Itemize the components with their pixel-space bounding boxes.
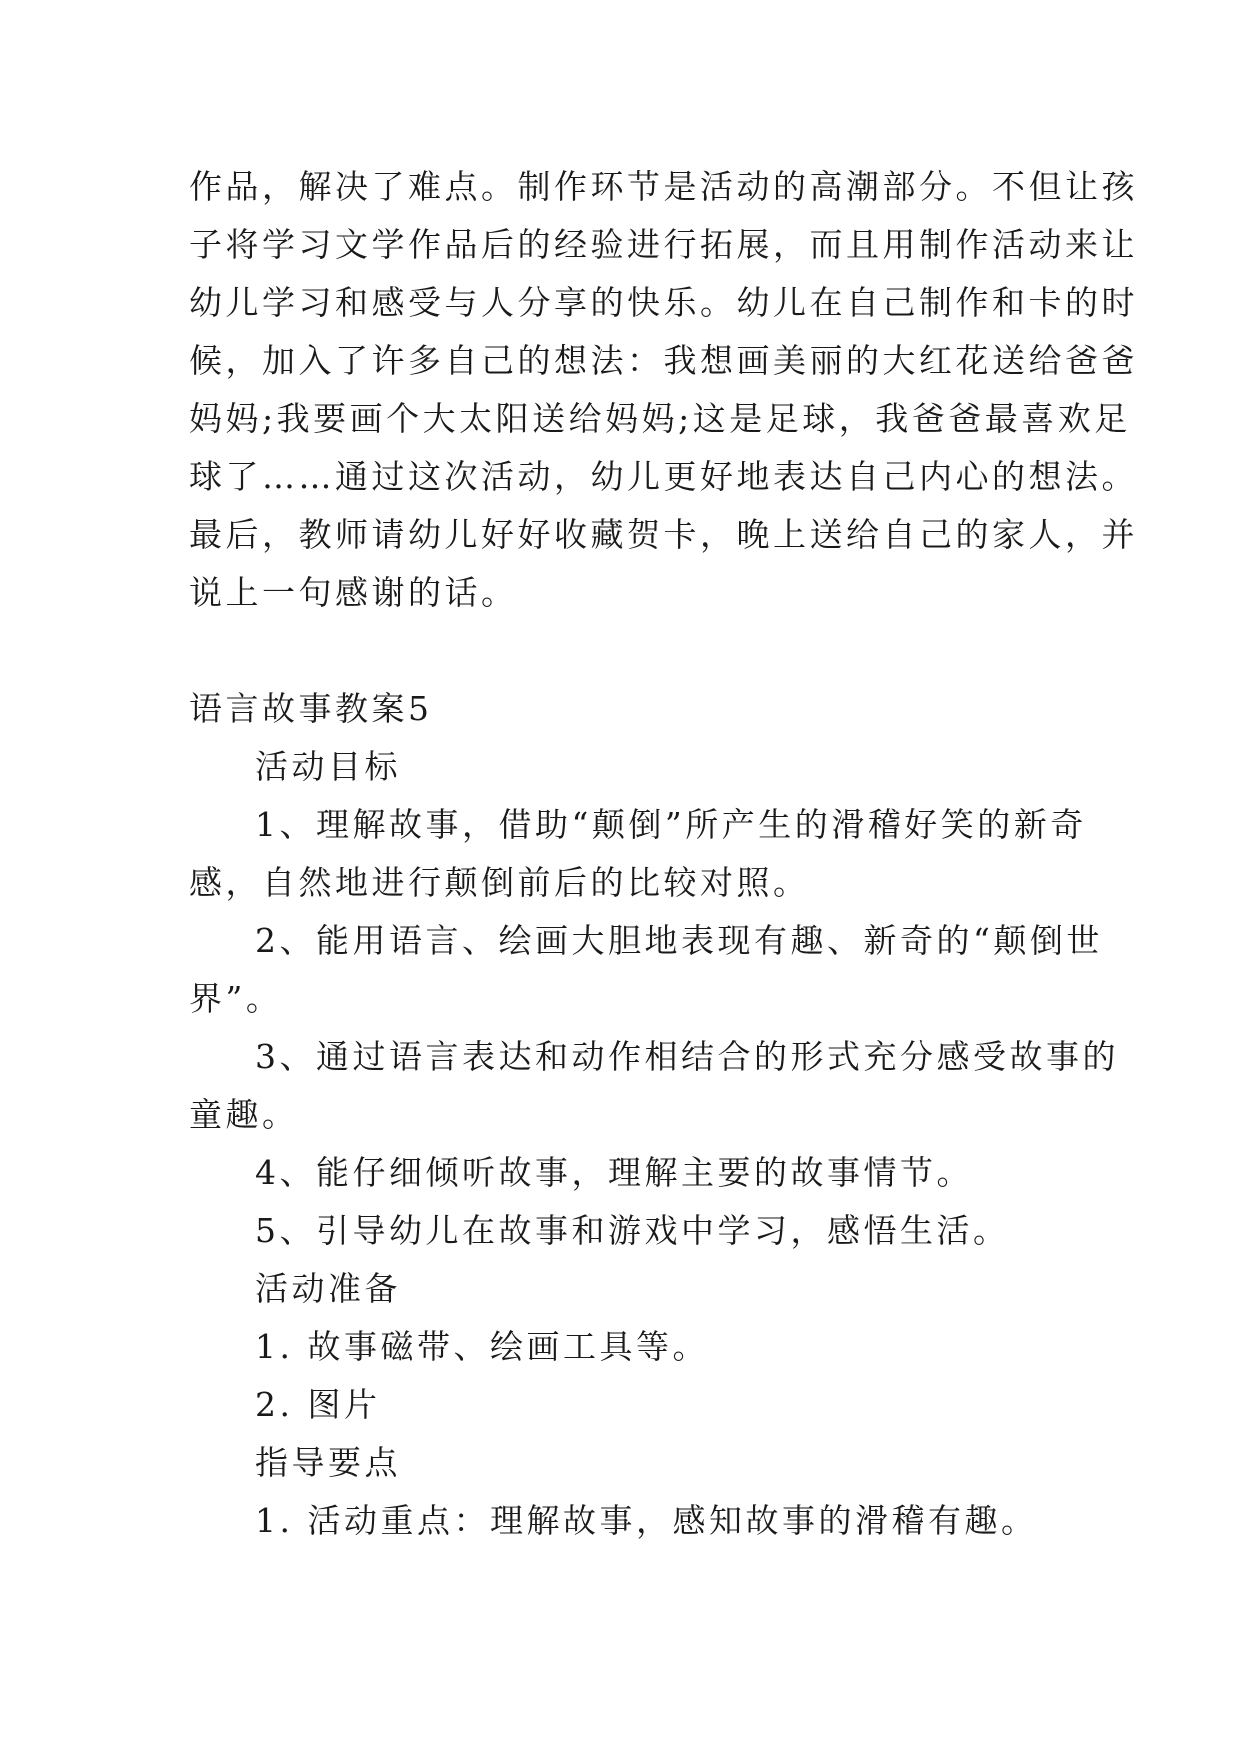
paragraph-line: 作品，解决了难点。制作环节是活动的高潮部分。不但让孩 xyxy=(189,167,1138,206)
guide-item-1: 1. 活动重点：理解故事，感知故事的滑稽有趣。 xyxy=(255,1501,1038,1540)
goal-3-line-1: 3、通过语言表达和动作相结合的形式充分感受故事的 xyxy=(255,1037,1119,1076)
section-gap xyxy=(189,622,1069,680)
goal-3-line-2: 童趣。 xyxy=(189,1095,299,1134)
paragraph-line: 说上一句感谢的话。 xyxy=(189,573,518,612)
paragraph-line: 候，加入了许多自己的想法：我想画美丽的大红花送给爸爸 xyxy=(189,341,1138,380)
goal-2-line-2: 界”。 xyxy=(189,979,283,1018)
goal-5: 5、引导幼儿在故事和游戏中学习，感悟生活。 xyxy=(255,1211,1010,1250)
goals-heading: 活动目标 xyxy=(255,747,401,786)
goal-1-line-1: 1、理解故事，借助“颠倒”所产生的滑稽好笑的新奇 xyxy=(255,805,1087,844)
goal-2-line-1: 2、能用语言、绘画大胆地表现有趣、新奇的“颠倒世 xyxy=(255,921,1103,960)
goal-4: 4、能仔细倾听故事，理解主要的故事情节。 xyxy=(255,1153,973,1192)
goal-1-line-2: 感，自然地进行颠倒前后的比较对照。 xyxy=(189,863,810,902)
paragraph-line: 最后，教师请幼儿好好收藏贺卡，晚上送给自己的家人，并 xyxy=(189,515,1138,554)
guide-heading: 指导要点 xyxy=(255,1443,401,1482)
paragraph-line: 幼儿学习和感受与人分享的快乐。幼儿在自己制作和卡的时 xyxy=(189,283,1138,322)
section-title: 语言故事教案5 xyxy=(189,689,433,728)
paragraph-line: 妈妈;我要画个大太阳送给妈妈;这是足球，我爸爸最喜欢足 xyxy=(189,399,1131,438)
prep-item-2: 2. 图片 xyxy=(255,1385,381,1424)
document-body xyxy=(189,158,1138,1550)
paragraph-line: 子将学习文学作品后的经验进行拓展，而且用制作活动来让 xyxy=(189,225,1138,264)
prep-heading: 活动准备 xyxy=(255,1269,401,1308)
paragraph-line: 球了……通过这次活动，幼儿更好地表达自己内心的想法。 xyxy=(189,457,1138,496)
prep-item-1: 1. 故事磁带、绘画工具等。 xyxy=(255,1327,709,1366)
